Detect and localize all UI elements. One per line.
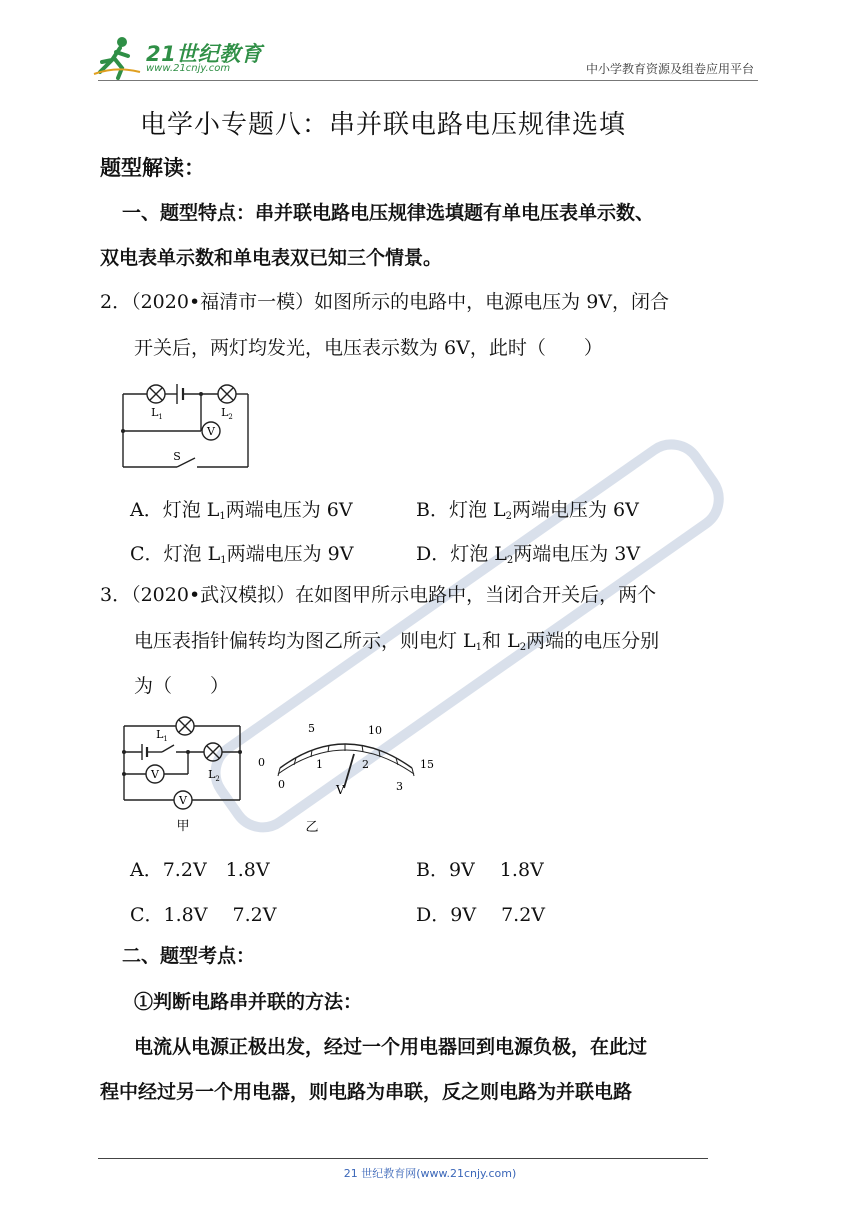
meter-v-label: V [336, 783, 345, 797]
q3-meter-dial-yi [250, 716, 440, 836]
inner-tick-0: 0 [278, 778, 285, 791]
footer-divider [98, 1158, 708, 1159]
page-title: 电学小专题八：串并联电路电压规律选填 [140, 110, 627, 140]
q2-option-b[interactable]: B．灯泡 $L_2$两端电压为 6V [416, 499, 639, 522]
q3-text-b: 电压表指针偏转均为图乙所示，则电灯 $L_1$和 $L_2$两端的电压分别 [134, 630, 660, 653]
logo-url: www.21cnjy.com [146, 63, 231, 74]
header-divider [98, 80, 758, 81]
q2-option-c[interactable]: C．灯泡 $L_1$两端电压为 9V [130, 543, 354, 566]
section-reading-heading: 题型解读： [100, 155, 205, 180]
q3-text-c: 为（ ） [134, 675, 230, 697]
outer-tick-15: 15 [420, 758, 434, 771]
q2-l1-label: $L_1$ [151, 406, 163, 421]
footer-link[interactable]: 21 世纪教育网(www.21cnjy.com) [343, 1167, 517, 1180]
q2-text-b: 开关后，两灯均发光，电压表示数为 6V，此时（ ） [134, 337, 603, 359]
q2-option-d[interactable]: D．灯泡 $L_2$两端电压为 3V [416, 543, 641, 566]
part2-heading: 二、题型考点： [122, 945, 256, 967]
q3-l1-label: $L_1$ [156, 728, 168, 743]
outer-tick-10: 10 [368, 724, 382, 737]
inner-tick-1: 1 [316, 758, 323, 771]
q3-option-b[interactable]: B．9V 1.8V [416, 859, 544, 881]
header-platform-text: 中小学教育资源及组卷应用平台 [585, 62, 754, 76]
q2-voltmeter-label: V [207, 425, 215, 438]
meter-needle [344, 754, 354, 788]
part2-text-b: 程中经过另一个用电器，则电路为串联，反之则电路为并联电路 [100, 1081, 633, 1103]
part1-heading: 一、题型特点： [122, 202, 256, 224]
part2-text-a: 电流从电源正极出发，经过一个用电器回到电源负极，在此过 [134, 1036, 648, 1058]
q2-text-a: 2．（2020•福清市一模）如图所示的电路中，电源电压为 9V，闭合 [100, 291, 669, 313]
part2-point1: ①判断电路串并联的方法： [134, 991, 363, 1013]
q3-circuit-diagram-jia [118, 712, 248, 837]
q3-voltmeter2-label: V [179, 794, 187, 807]
part1-line1 [122, 202, 654, 225]
q3-caption-yi: 乙 [305, 820, 319, 835]
outer-tick-5: 5 [308, 722, 315, 735]
q3-option-d[interactable]: D．9V 7.2V [416, 904, 546, 926]
q2-circuit-diagram [115, 372, 255, 472]
inner-tick-2: 2 [362, 758, 369, 771]
runner-logo-icon [92, 34, 142, 80]
part1-text-a: 串并联电路电压规律选填题有单电压表单示数、 [255, 202, 655, 224]
q3-voltmeter1-label: V [151, 768, 159, 781]
q3-l2-label: $L_2$ [208, 768, 220, 783]
q3-text-a: 3．（2020•武汉模拟）在如图甲所示电路中，当闭合开关后，两个 [100, 584, 657, 606]
q3-option-a[interactable]: A．7.2V 1.8V [130, 859, 270, 881]
inner-tick-3: 3 [396, 780, 403, 793]
q3-caption-jia: 甲 [176, 819, 190, 834]
q3-option-c[interactable]: C．1.8V 7.2V [130, 904, 277, 926]
q2-l2-label: $L_2$ [221, 406, 233, 421]
outer-tick-0: 0 [258, 756, 265, 769]
logo-text: 21世纪教育 [146, 42, 263, 66]
q2-option-a[interactable]: A．灯泡 $L_1$两端电压为 6V [130, 499, 353, 522]
part1-text-b: 双电表单示数和单电表双已知三个情景。 [100, 247, 443, 269]
dial-ticks [278, 744, 414, 776]
q2-switch-label: S [173, 450, 181, 463]
